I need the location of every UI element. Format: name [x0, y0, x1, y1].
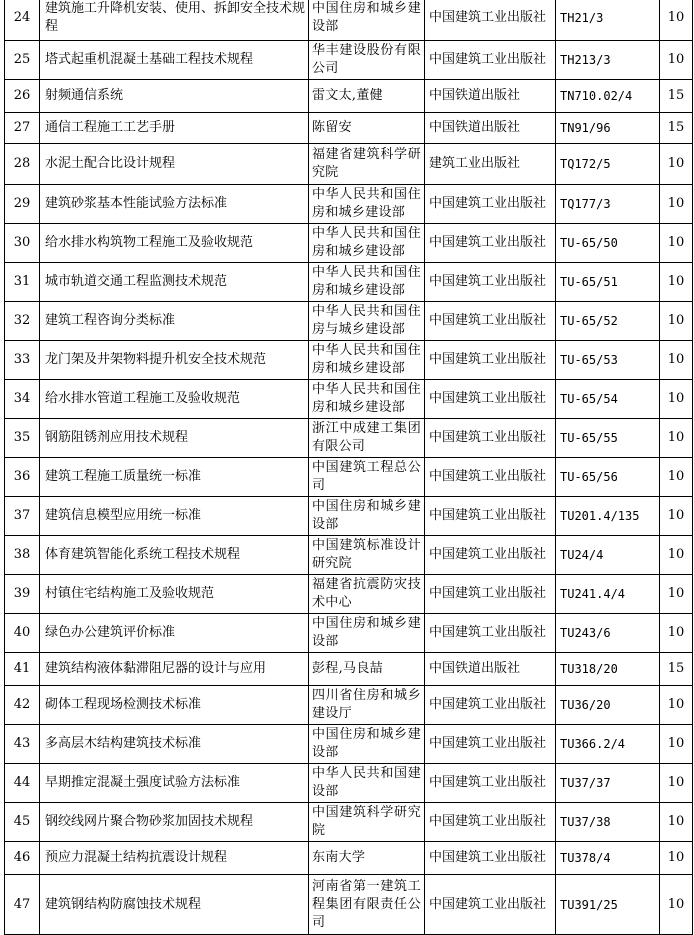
- standard-title-cell: 多高层木结构建筑技术标准: [40, 725, 309, 764]
- publisher-cell: 中国建筑工业出版社: [425, 686, 556, 725]
- call-number-cell: TU201.4/135: [556, 497, 660, 536]
- row-number-cell: 33: [5, 341, 40, 380]
- quantity-cell: 10: [660, 497, 693, 536]
- quantity-cell: 10: [660, 764, 693, 803]
- row-number-cell: 39: [5, 575, 40, 614]
- row-number-cell: 24: [5, 0, 40, 41]
- call-number-cell: TU391/25: [556, 875, 660, 935]
- table-row: [5, 302, 693, 341]
- publisher-cell: 中国建筑工业出版社: [425, 263, 556, 302]
- table-row: [5, 380, 693, 419]
- quantity-cell: 10: [660, 458, 693, 497]
- standard-title-cell: 射频通信系统: [40, 80, 309, 113]
- row-number-cell: 41: [5, 653, 40, 686]
- call-number-cell: TU-65/53: [556, 341, 660, 380]
- call-number-cell: TH21/3: [556, 0, 660, 41]
- standard-title-cell: 早期推定混凝土强度试验方法标准: [40, 764, 309, 803]
- author-org-cell: 浙江中成建工集团有限公司: [309, 419, 425, 458]
- call-number-cell: TQ177/3: [556, 185, 660, 224]
- quantity-cell: 10: [660, 185, 693, 224]
- call-number-cell: TU-65/55: [556, 419, 660, 458]
- table-row: [5, 842, 693, 875]
- standard-title-cell: 建筑信息模型应用统一标准: [40, 497, 309, 536]
- author-org-cell: 华丰建设股份有限公司: [309, 41, 425, 80]
- publisher-cell: 建筑工业出版社: [425, 144, 556, 185]
- row-number-cell: 44: [5, 764, 40, 803]
- quantity-cell: 10: [660, 725, 693, 764]
- author-org-cell: 彭程,马良喆: [309, 653, 425, 686]
- call-number-cell: TQ172/5: [556, 144, 660, 185]
- author-org-cell: 中华人民共和国住房与城乡建设部: [309, 302, 425, 341]
- table-row: [5, 875, 693, 935]
- standard-title-cell: 体育建筑智能化系统工程技术规程: [40, 536, 309, 575]
- publisher-cell: 中国建筑工业出版社: [425, 419, 556, 458]
- publisher-cell: 中国建筑工业出版社: [425, 536, 556, 575]
- call-number-cell: TN710.02/4: [556, 80, 660, 113]
- row-number-cell: 35: [5, 419, 40, 458]
- row-number-cell: 40: [5, 614, 40, 653]
- quantity-cell: 15: [660, 80, 693, 113]
- row-number-cell: 28: [5, 144, 40, 185]
- author-org-cell: 东南大学: [309, 842, 425, 875]
- author-org-cell: 中国建筑标准设计研究院: [309, 536, 425, 575]
- row-number-cell: 42: [5, 686, 40, 725]
- table-row: [5, 263, 693, 302]
- publisher-cell: 中国建筑工业出版社: [425, 185, 556, 224]
- standard-title-cell: 龙门架及井架物料提升机安全技术规范: [40, 341, 309, 380]
- row-number-cell: 32: [5, 302, 40, 341]
- call-number-cell: TU378/4: [556, 842, 660, 875]
- standard-title-cell: 建筑工程咨询分类标准: [40, 302, 309, 341]
- standard-title-cell: 给水排水管道工程施工及验收规范: [40, 380, 309, 419]
- table-row: [5, 575, 693, 614]
- publisher-cell: 中国建筑工业出版社: [425, 458, 556, 497]
- call-number-cell: TU-65/54: [556, 380, 660, 419]
- quantity-cell: 10: [660, 803, 693, 842]
- publisher-cell: 中国建筑工业出版社: [425, 803, 556, 842]
- author-org-cell: 中国住房和城乡建设部: [309, 614, 425, 653]
- table-row: [5, 113, 693, 144]
- table-row: [5, 185, 693, 224]
- table-row: [5, 0, 693, 41]
- table-row: [5, 653, 693, 686]
- publisher-cell: 中国建筑工业出版社: [425, 725, 556, 764]
- standard-title-cell: 建筑施工升降机安装、使用、拆卸安全技术规程: [40, 0, 309, 41]
- call-number-cell: TU37/37: [556, 764, 660, 803]
- quantity-cell: 10: [660, 875, 693, 935]
- quantity-cell: 10: [660, 575, 693, 614]
- publisher-cell: 中国建筑工业出版社: [425, 875, 556, 935]
- publisher-cell: 中国建筑工业出版社: [425, 41, 556, 80]
- row-number-cell: 27: [5, 113, 40, 144]
- call-number-cell: TU241.4/4: [556, 575, 660, 614]
- author-org-cell: 中华人民共和国住房和城乡建设部: [309, 263, 425, 302]
- call-number-cell: TU-65/52: [556, 302, 660, 341]
- standard-title-cell: 预应力混凝土结构抗震设计规程: [40, 842, 309, 875]
- call-number-cell: TU-65/56: [556, 458, 660, 497]
- row-number-cell: 36: [5, 458, 40, 497]
- call-number-cell: TU24/4: [556, 536, 660, 575]
- publisher-cell: 中国建筑工业出版社: [425, 224, 556, 263]
- row-number-cell: 38: [5, 536, 40, 575]
- quantity-cell: 10: [660, 302, 693, 341]
- call-number-cell: TU37/38: [556, 803, 660, 842]
- table-row: [5, 419, 693, 458]
- publisher-cell: 中国铁道出版社: [425, 653, 556, 686]
- book-list-table: [4, 0, 693, 935]
- standard-title-cell: 建筑砂浆基本性能试验方法标准: [40, 185, 309, 224]
- quantity-cell: 15: [660, 653, 693, 686]
- table-row: [5, 41, 693, 80]
- call-number-cell: TU-65/50: [556, 224, 660, 263]
- call-number-cell: TU318/20: [556, 653, 660, 686]
- standard-title-cell: 水泥土配合比设计规程: [40, 144, 309, 185]
- author-org-cell: 中国建筑工程总公司: [309, 458, 425, 497]
- call-number-cell: TU-65/51: [556, 263, 660, 302]
- standard-title-cell: 村镇住宅结构施工及验收规范: [40, 575, 309, 614]
- author-org-cell: 中华人民共和国建设部: [309, 764, 425, 803]
- quantity-cell: 10: [660, 224, 693, 263]
- publisher-cell: 中国建筑工业出版社: [425, 341, 556, 380]
- standard-title-cell: 城市轨道交通工程监测技术规范: [40, 263, 309, 302]
- author-org-cell: 陈留安: [309, 113, 425, 144]
- author-org-cell: 中国建筑科学研究院: [309, 803, 425, 842]
- author-org-cell: 河南省第一建筑工程集团有限责任公司: [309, 875, 425, 935]
- author-org-cell: 福建省抗震防灾技术中心: [309, 575, 425, 614]
- publisher-cell: 中国建筑工业出版社: [425, 380, 556, 419]
- author-org-cell: 中华人民共和国住房和城乡建设部: [309, 380, 425, 419]
- table-row: [5, 536, 693, 575]
- table-row: [5, 224, 693, 263]
- row-number-cell: 43: [5, 725, 40, 764]
- standard-title-cell: 通信工程施工工艺手册: [40, 113, 309, 144]
- author-org-cell: 雷文太,董健: [309, 80, 425, 113]
- quantity-cell: 10: [660, 144, 693, 185]
- row-number-cell: 46: [5, 842, 40, 875]
- row-number-cell: 34: [5, 380, 40, 419]
- quantity-cell: 15: [660, 113, 693, 144]
- quantity-cell: 10: [660, 263, 693, 302]
- call-number-cell: TU243/6: [556, 614, 660, 653]
- quantity-cell: 10: [660, 536, 693, 575]
- call-number-cell: TU36/20: [556, 686, 660, 725]
- publisher-cell: 中国建筑工业出版社: [425, 764, 556, 803]
- standard-title-cell: 砌体工程现场检测技术标准: [40, 686, 309, 725]
- standard-title-cell: 钢筋阻锈剂应用技术规程: [40, 419, 309, 458]
- row-number-cell: 25: [5, 41, 40, 80]
- author-org-cell: 福建省建筑科学研究院: [309, 144, 425, 185]
- quantity-cell: 10: [660, 614, 693, 653]
- author-org-cell: 中华人民共和国住房和城乡建设部: [309, 341, 425, 380]
- call-number-cell: TN91/96: [556, 113, 660, 144]
- row-number-cell: 37: [5, 497, 40, 536]
- table-row: [5, 80, 693, 113]
- call-number-cell: TU366.2/4: [556, 725, 660, 764]
- standard-title-cell: 给水排水构筑物工程施工及验收规范: [40, 224, 309, 263]
- table-row: [5, 614, 693, 653]
- publisher-cell: 中国建筑工业出版社: [425, 497, 556, 536]
- quantity-cell: 10: [660, 41, 693, 80]
- author-org-cell: 中国住房和城乡建设部: [309, 725, 425, 764]
- row-number-cell: 29: [5, 185, 40, 224]
- table-body: [5, 0, 693, 935]
- table-row: [5, 686, 693, 725]
- standard-title-cell: 绿色办公建筑评价标准: [40, 614, 309, 653]
- table-row: [5, 725, 693, 764]
- publisher-cell: 中国建筑工业出版社: [425, 842, 556, 875]
- publisher-cell: 中国建筑工业出版社: [425, 575, 556, 614]
- table-row: [5, 803, 693, 842]
- table-row: [5, 458, 693, 497]
- quantity-cell: 10: [660, 380, 693, 419]
- call-number-cell: TH213/3: [556, 41, 660, 80]
- row-number-cell: 47: [5, 875, 40, 935]
- publisher-cell: 中国建筑工业出版社: [425, 0, 556, 41]
- standard-title-cell: 建筑结构液体黏滞阻尼器的设计与应用: [40, 653, 309, 686]
- publisher-cell: 中国建筑工业出版社: [425, 614, 556, 653]
- table-row: [5, 144, 693, 185]
- author-org-cell: 中国住房和城乡建设部: [309, 497, 425, 536]
- row-number-cell: 30: [5, 224, 40, 263]
- publisher-cell: 中国建筑工业出版社: [425, 302, 556, 341]
- author-org-cell: 四川省住房和城乡建设厅: [309, 686, 425, 725]
- table-row: [5, 497, 693, 536]
- row-number-cell: 31: [5, 263, 40, 302]
- standard-title-cell: 钢绞线网片聚合物砂浆加固技术规程: [40, 803, 309, 842]
- author-org-cell: 中华人民共和国住房和城乡建设部: [309, 185, 425, 224]
- quantity-cell: 10: [660, 341, 693, 380]
- author-org-cell: 中国住房和城乡建设部: [309, 0, 425, 41]
- standard-title-cell: 建筑工程施工质量统一标准: [40, 458, 309, 497]
- row-number-cell: 26: [5, 80, 40, 113]
- standard-title-cell: 建筑钢结构防腐蚀技术规程: [40, 875, 309, 935]
- author-org-cell: 中华人民共和国住房和城乡建设部: [309, 224, 425, 263]
- standard-title-cell: 塔式起重机混凝土基础工程技术规程: [40, 41, 309, 80]
- quantity-cell: 10: [660, 419, 693, 458]
- row-number-cell: 45: [5, 803, 40, 842]
- table-row: [5, 341, 693, 380]
- quantity-cell: 10: [660, 842, 693, 875]
- table-row: [5, 764, 693, 803]
- publisher-cell: 中国铁道出版社: [425, 80, 556, 113]
- quantity-cell: 10: [660, 0, 693, 41]
- quantity-cell: 10: [660, 686, 693, 725]
- publisher-cell: 中国铁道出版社: [425, 113, 556, 144]
